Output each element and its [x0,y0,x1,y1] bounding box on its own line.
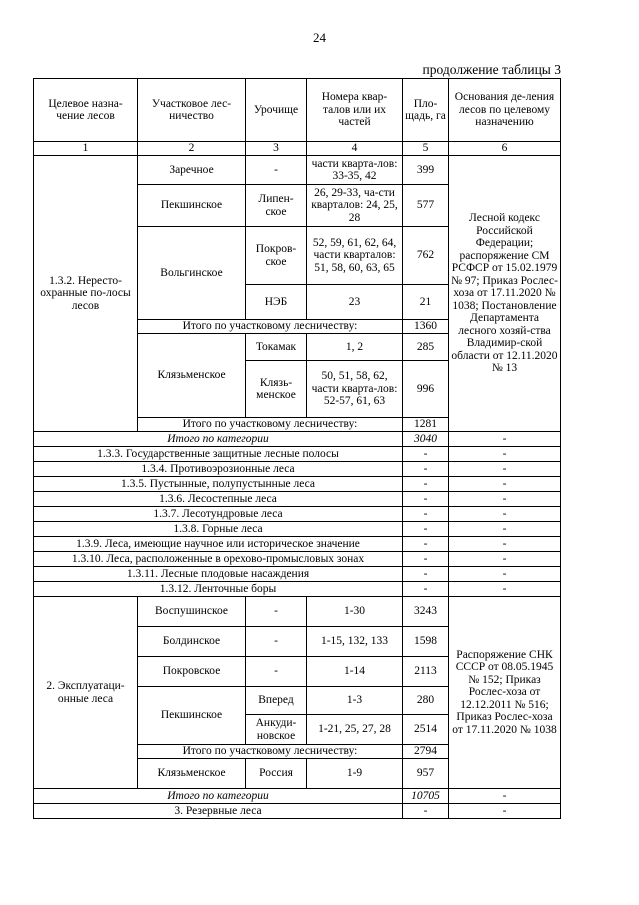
basis-cell: - [449,537,561,552]
area-cell: 280 [403,687,449,715]
tract-cell: НЭБ [246,285,307,320]
quarters-cell: 50, 51, 58, 62, части кварта-лов: 52-57, 61, 63 [307,361,403,418]
basis-cell: - [449,492,561,507]
area-cell: - [403,552,449,567]
quarters-cell: 1-30 [307,597,403,627]
area-cell: 399 [403,156,449,185]
area-cell: 2113 [403,657,449,687]
basis-cell: - [449,522,561,537]
forestry-cell: Вольгинское [138,227,246,320]
header-cell: Участковое лес-ничество [138,79,246,142]
column-number: 1 [34,142,138,156]
row-label: 1.3.11. Лесные плодовые насаждения [34,567,403,582]
area-cell: 957 [403,759,449,789]
forestry-cell: Воспушинское [138,597,246,627]
row-label: 1.3.8. Горные леса [34,522,403,537]
column-number: 5 [403,142,449,156]
forestry-cell: Покровское [138,657,246,687]
table-row [34,156,561,185]
quarters-cell: 1-9 [307,759,403,789]
area-cell: 3243 [403,597,449,627]
column-number-row [34,142,561,156]
table-row [34,447,561,462]
row-label: 1.3.7. Лесотундровые леса [34,507,403,522]
area-cell: - [403,522,449,537]
table-row [34,582,561,597]
category-total-label: Итого по категории [34,789,403,804]
quarters-cell: части кварта-лов: 33-35, 42 [307,156,403,185]
table-row [34,552,561,567]
area-cell: 996 [403,361,449,418]
table-row [34,597,561,627]
area-cell: 1360 [403,320,449,334]
area-cell: - [403,804,449,819]
quarters-cell: 1-3 [307,687,403,715]
area-cell: 3040 [403,432,449,447]
category-total-row [34,432,561,447]
area-cell: - [403,492,449,507]
table-row [34,804,561,819]
basis-cell: - [449,582,561,597]
area-cell: - [403,582,449,597]
subtotal-label: Итого по участковому лесничеству: [138,745,403,759]
forestry-cell: Пекшинское [138,185,246,227]
row-label: 3. Резервные леса [34,804,403,819]
area-cell: - [403,567,449,582]
basis-cell: Распоряжение СНК СССР от 08.05.1945 № 152; Приказ Рослес-хоза от 12.12.2011 № 516; Приказ Рослес-хоза от 17.11.2020 № 1038 [449,597,561,789]
area-cell: - [403,477,449,492]
area-cell: 762 [403,227,449,285]
tract-cell: - [246,597,307,627]
subtotal-label: Итого по участковому лесничеству: [138,418,403,432]
basis-cell: - [449,507,561,522]
basis-cell: - [449,804,561,819]
area-cell: 1281 [403,418,449,432]
column-number: 4 [307,142,403,156]
tract-cell: - [246,627,307,657]
area-cell: 577 [403,185,449,227]
basis-cell: - [449,567,561,582]
row-label: 1.3.10. Леса, расположенные в орехово-промысловых зонах [34,552,403,567]
forest-purpose-table [33,78,561,819]
header-row [34,79,561,142]
category-total-label: Итого по категории [34,432,403,447]
area-cell: - [403,507,449,522]
basis-cell: - [449,432,561,447]
area-cell: - [403,447,449,462]
tract-cell: Анкуди-новское [246,715,307,745]
header-cell: Пло-щадь, га [403,79,449,142]
subtotal-label: Итого по участковому лесничеству: [138,320,403,334]
quarters-cell: 52, 59, 61, 62, 64, части кварталов: 51, 58, 60, 63, 65 [307,227,403,285]
basis-cell: - [449,447,561,462]
tract-cell: Липен-ское [246,185,307,227]
header-cell: Номера квар-талов или их частей [307,79,403,142]
page-number: 24 [313,30,326,45]
table-row [34,492,561,507]
area-cell: - [403,462,449,477]
tract-cell: Вперед [246,687,307,715]
forestry-cell: Заречное [138,156,246,185]
table-row [34,477,561,492]
basis-cell: - [449,462,561,477]
header-cell: Основания де-ления лесов по целевому назначению [449,79,561,142]
area-cell: 10705 [403,789,449,804]
table-row [34,462,561,477]
tract-cell: Токамак [246,334,307,361]
header-cell: Урочище [246,79,307,142]
row-label: 1.3.3. Государственные защитные лесные полосы [34,447,403,462]
row-label: 1.3.6. Лесостепные леса [34,492,403,507]
tract-cell: Россия [246,759,307,789]
category-cell: 2. Эксплуатаци-онные леса [34,597,138,789]
tract-cell: - [246,657,307,687]
category-total-row [34,789,561,804]
category-cell: 1.3.2. Нересто-охранные по-лосы лесов [34,156,138,432]
row-label: 1.3.12. Ленточные боры [34,582,403,597]
basis-cell: - [449,477,561,492]
table-row [34,537,561,552]
row-label: 1.3.9. Леса, имеющие научное или историческое значение [34,537,403,552]
area-cell: - [403,537,449,552]
basis-cell: - [449,789,561,804]
continuation-caption: продолжение таблицы 3 [422,62,561,77]
quarters-cell: 1-14 [307,657,403,687]
column-number: 6 [449,142,561,156]
forestry-cell: Болдинское [138,627,246,657]
basis-cell: Лесной кодекс Российской Федерации; распоряжение СМ РСФСР от 15.02.1979 № 97; Приказ Рослес-хоза от 17.11.2020 № 1038; Постановление Департамента лесного хозяй-ства Владимир-ской области от 12.11.2020 № 13 [449,156,561,432]
basis-cell: - [449,552,561,567]
forestry-cell: Клязьменское [138,759,246,789]
tract-cell: - [246,156,307,185]
quarters-cell: 1-15, 132, 133 [307,627,403,657]
row-label: 1.3.5. Пустынные, полупустынные леса [34,477,403,492]
table-row [34,522,561,537]
row-label: 1.3.4. Противоэрозионные леса [34,462,403,477]
table-row [34,507,561,522]
quarters-cell: 1, 2 [307,334,403,361]
area-cell: 2514 [403,715,449,745]
tract-cell: Клязь-менское [246,361,307,418]
area-cell: 2794 [403,745,449,759]
table-row [34,567,561,582]
quarters-cell: 26, 29-33, ча-сти кварталов: 24, 25, 28 [307,185,403,227]
quarters-cell: 1-21, 25, 27, 28 [307,715,403,745]
tract-cell: Покров-ское [246,227,307,285]
forestry-cell: Клязьменское [138,334,246,418]
column-number: 3 [246,142,307,156]
column-number: 2 [138,142,246,156]
area-cell: 21 [403,285,449,320]
area-cell: 1598 [403,627,449,657]
header-cell: Целевое назна-чение лесов [34,79,138,142]
quarters-cell: 23 [307,285,403,320]
area-cell: 285 [403,334,449,361]
forestry-cell: Пекшинское [138,687,246,745]
